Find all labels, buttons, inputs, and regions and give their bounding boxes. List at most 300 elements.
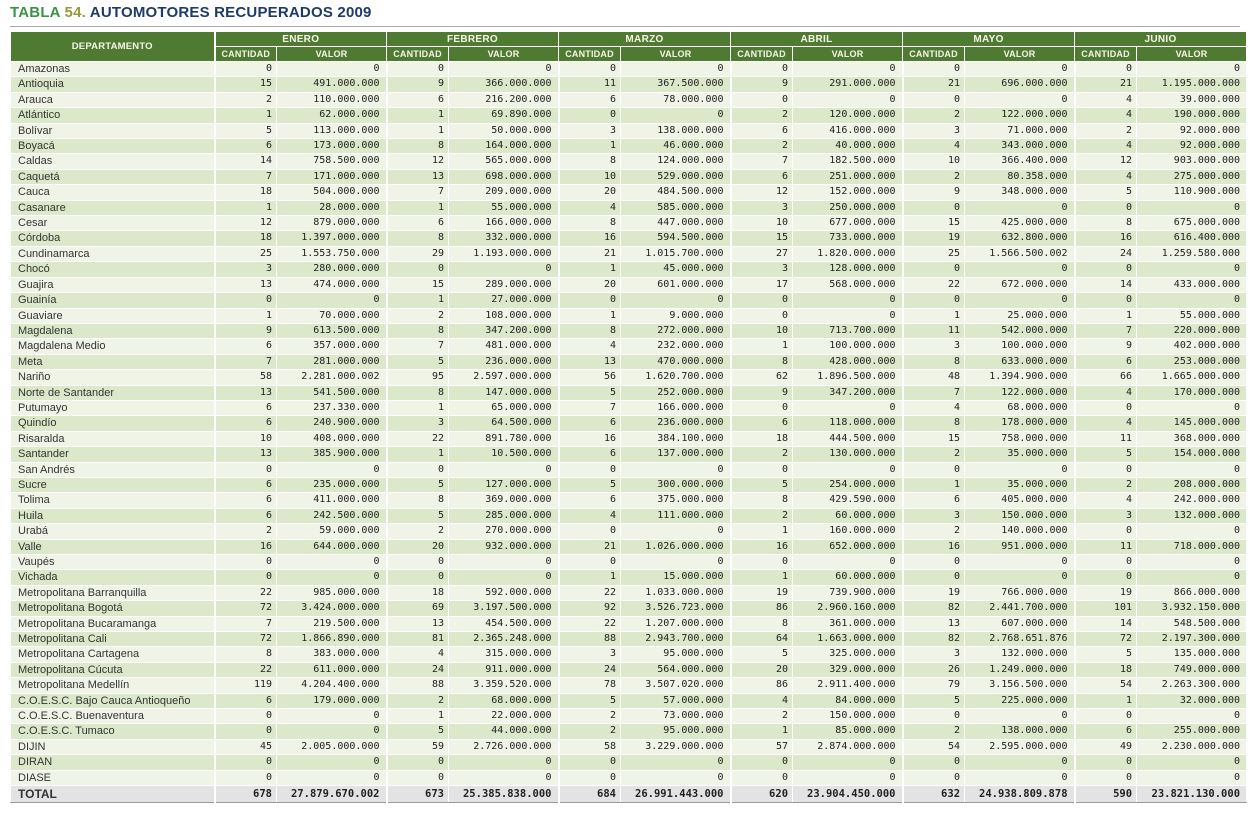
- cantidad-cell: 62: [731, 370, 793, 385]
- department-cell: Sucre: [11, 477, 215, 492]
- valor-header: VALOR: [621, 47, 731, 62]
- table-row: [11, 416, 1247, 431]
- cantidad-cell: 15: [731, 231, 793, 246]
- valor-cell: 0: [277, 462, 387, 477]
- cantidad-cell: 72: [215, 601, 277, 616]
- cantidad-cell: 1: [387, 108, 449, 123]
- cantidad-cell: 14: [215, 154, 277, 169]
- cantidad-cell: 9: [387, 77, 449, 92]
- cantidad-cell: 3: [215, 262, 277, 277]
- cantidad-cell: 8: [387, 493, 449, 508]
- valor-cell: 1.259.580.000: [1137, 246, 1247, 261]
- cantidad-cell: 25: [215, 246, 277, 261]
- cantidad-cell: 9: [1075, 339, 1137, 354]
- valor-cell: 120.000.000: [793, 108, 903, 123]
- department-cell: Putumayo: [11, 400, 215, 415]
- valor-cell: 454.500.000: [449, 616, 559, 631]
- cantidad-cell: 8: [559, 323, 621, 338]
- valor-cell: 696.000.000: [965, 77, 1075, 92]
- cantidad-cell: 13: [903, 616, 965, 631]
- cantidad-cell: 86: [731, 678, 793, 693]
- valor-cell: 27.000.000: [449, 293, 559, 308]
- cantidad-cell: 6: [215, 416, 277, 431]
- cantidad-cell: 0: [387, 62, 449, 77]
- valor-cell: 39.000.000: [1137, 92, 1247, 107]
- table-row: [11, 724, 1247, 739]
- department-cell: Boyacá: [11, 139, 215, 154]
- department-cell: C.O.E.S.C. Tumaco: [11, 724, 215, 739]
- valor-cell: 80.358.000: [965, 169, 1075, 184]
- cantidad-cell: 1: [215, 108, 277, 123]
- valor-cell: 73.000.000: [621, 709, 731, 724]
- cantidad-cell: 18: [1075, 662, 1137, 677]
- cantidad-cell: 82: [903, 632, 965, 647]
- cantidad-cell: 22: [559, 585, 621, 600]
- cantidad-cell: 24: [559, 662, 621, 677]
- valor-cell: 291.000.000: [793, 77, 903, 92]
- valor-cell: 718.000.000: [1137, 539, 1247, 554]
- cantidad-cell: 81: [387, 632, 449, 647]
- cantidad-cell: 12: [1075, 154, 1137, 169]
- valor-cell: 300.000.000: [621, 477, 731, 492]
- valor-cell: 368.000.000: [1137, 431, 1247, 446]
- cantidad-cell: 79: [903, 678, 965, 693]
- valor-cell: 178.000.000: [965, 416, 1075, 431]
- cantidad-cell: 8: [387, 139, 449, 154]
- valor-cell: 347.200.000: [449, 323, 559, 338]
- department-cell: C.O.E.S.C. Buenaventura: [11, 709, 215, 724]
- valor-cell: 0: [1137, 462, 1247, 477]
- cantidad-cell: 21: [559, 246, 621, 261]
- cantidad-cell: 0: [559, 770, 621, 785]
- cantidad-cell: 0: [559, 755, 621, 770]
- valor-cell: 84.000.000: [793, 693, 903, 708]
- cantidad-cell: 11: [1075, 539, 1137, 554]
- table-row: [11, 385, 1247, 400]
- department-cell: Valle: [11, 539, 215, 554]
- cantidad-cell: 0: [387, 555, 449, 570]
- cantidad-cell: 2: [387, 524, 449, 539]
- valor-cell: 150.000.000: [965, 508, 1075, 523]
- department-cell: San Andrés: [11, 462, 215, 477]
- cantidad-cell: 11: [559, 77, 621, 92]
- cantidad-cell: 6: [559, 416, 621, 431]
- total-cantidad-cell: 673: [387, 786, 449, 803]
- valor-cell: 35.000.000: [965, 477, 1075, 492]
- valor-cell: 564.000.000: [621, 662, 731, 677]
- cantidad-cell: 7: [387, 185, 449, 200]
- cantidad-cell: 9: [215, 323, 277, 338]
- valor-cell: 0: [1137, 709, 1247, 724]
- cantidad-cell: 27: [731, 246, 793, 261]
- valor-cell: 739.900.000: [793, 585, 903, 600]
- valor-cell: 0: [793, 755, 903, 770]
- valor-cell: 866.000.000: [1137, 585, 1247, 600]
- valor-cell: 713.700.000: [793, 323, 903, 338]
- department-cell: Cauca: [11, 185, 215, 200]
- cantidad-cell: 6: [215, 400, 277, 415]
- cantidad-cell: 5: [731, 647, 793, 662]
- cantidad-cell: 1: [559, 570, 621, 585]
- cantidad-cell: 7: [559, 400, 621, 415]
- header-row-months: [11, 32, 1247, 47]
- cantidad-cell: 0: [215, 770, 277, 785]
- valor-cell: 242.000.000: [1137, 493, 1247, 508]
- valor-cell: 0: [449, 555, 559, 570]
- cantidad-cell: 0: [215, 709, 277, 724]
- valor-cell: 0: [965, 92, 1075, 107]
- cantidad-cell: 0: [1075, 62, 1137, 77]
- total-valor-cell: 24.938.809.878: [965, 786, 1075, 803]
- cantidad-cell: 5: [387, 354, 449, 369]
- valor-cell: 0: [277, 555, 387, 570]
- valor-cell: 369.000.000: [449, 493, 559, 508]
- cantidad-cell: 5: [559, 477, 621, 492]
- cantidad-cell: 1: [731, 724, 793, 739]
- cantidad-cell: 88: [387, 678, 449, 693]
- valor-cell: 383.000.000: [277, 647, 387, 662]
- cantidad-cell: 13: [215, 385, 277, 400]
- cantidad-cell: 2: [903, 724, 965, 739]
- cantidad-cell: 3: [903, 647, 965, 662]
- valor-cell: 1.896.500.000: [793, 370, 903, 385]
- cantidad-cell: 14: [1075, 277, 1137, 292]
- cantidad-cell: 0: [903, 770, 965, 785]
- table-row: [11, 92, 1247, 107]
- cantidad-cell: 26: [903, 662, 965, 677]
- table-row: [11, 308, 1247, 323]
- cantidad-cell: 3: [1075, 508, 1137, 523]
- valor-cell: 236.000.000: [449, 354, 559, 369]
- total-valor-cell: 25.385.838.000: [449, 786, 559, 803]
- table-row: [11, 339, 1247, 354]
- valor-cell: 985.000.000: [277, 585, 387, 600]
- valor-cell: 113.000.000: [277, 123, 387, 138]
- valor-cell: 0: [621, 770, 731, 785]
- cantidad-cell: 13: [559, 354, 621, 369]
- valor-cell: 3.229.000.000: [621, 739, 731, 754]
- department-cell: Risaralda: [11, 431, 215, 446]
- cantidad-cell: 0: [215, 293, 277, 308]
- valor-cell: 405.000.000: [965, 493, 1075, 508]
- cantidad-cell: 1: [559, 262, 621, 277]
- table-foot: [11, 786, 1247, 803]
- valor-cell: 0: [965, 570, 1075, 585]
- cantidad-cell: 13: [387, 169, 449, 184]
- cantidad-cell: 0: [903, 62, 965, 77]
- cantidad-cell: 1: [1075, 308, 1137, 323]
- valor-cell: 2.597.000.000: [449, 370, 559, 385]
- department-cell: Metropolitana Cartagena: [11, 647, 215, 662]
- valor-cell: 325.000.000: [793, 647, 903, 662]
- cantidad-cell: 21: [1075, 77, 1137, 92]
- valor-cell: 150.000.000: [793, 709, 903, 724]
- valor-cell: 444.500.000: [793, 431, 903, 446]
- total-cantidad-cell: 678: [215, 786, 277, 803]
- cantidad-cell: 10: [731, 216, 793, 231]
- table-row: [11, 739, 1247, 754]
- valor-cell: 329.000.000: [793, 662, 903, 677]
- cantidad-cell: 0: [731, 308, 793, 323]
- cantidad-cell: 58: [215, 370, 277, 385]
- table-row: [11, 601, 1247, 616]
- department-cell: Magdalena Medio: [11, 339, 215, 354]
- cantidad-cell: 16: [559, 231, 621, 246]
- valor-cell: 677.000.000: [793, 216, 903, 231]
- cantidad-cell: 58: [559, 739, 621, 754]
- cantidad-cell: 5: [215, 123, 277, 138]
- table-row: [11, 447, 1247, 462]
- valor-cell: 127.000.000: [449, 477, 559, 492]
- valor-cell: 0: [449, 770, 559, 785]
- cantidad-cell: 5: [1075, 647, 1137, 662]
- valor-cell: 289.000.000: [449, 277, 559, 292]
- valor-cell: 135.000.000: [1137, 647, 1247, 662]
- cantidad-cell: 7: [215, 169, 277, 184]
- cantidad-cell: 6: [1075, 354, 1137, 369]
- month-header-marzo: MARZO: [559, 32, 731, 47]
- cantidad-cell: 5: [387, 508, 449, 523]
- table-row: [11, 370, 1247, 385]
- total-valor-cell: 27.879.670.002: [277, 786, 387, 803]
- cantidad-cell: 15: [903, 431, 965, 446]
- cantidad-cell: 72: [215, 632, 277, 647]
- total-valor-cell: 23.821.130.000: [1137, 786, 1247, 803]
- valor-cell: 225.000.000: [965, 693, 1075, 708]
- cantidad-cell: 1: [387, 123, 449, 138]
- cantidad-cell: 72: [1075, 632, 1137, 647]
- valor-cell: 0: [277, 293, 387, 308]
- cantidad-cell: 78: [559, 678, 621, 693]
- cantidad-cell: 0: [1075, 555, 1137, 570]
- cantidad-cell: 0: [731, 462, 793, 477]
- cantidad-cell: 69: [387, 601, 449, 616]
- valor-cell: 2.874.000.000: [793, 739, 903, 754]
- cantidad-cell: 1: [215, 200, 277, 215]
- valor-cell: 2.005.000.000: [277, 739, 387, 754]
- department-cell: Nariño: [11, 370, 215, 385]
- cantidad-cell: 24: [1075, 246, 1137, 261]
- valor-cell: 0: [965, 262, 1075, 277]
- cantidad-cell: 64: [731, 632, 793, 647]
- valor-cell: 132.000.000: [1137, 508, 1247, 523]
- cantidad-cell: 7: [1075, 323, 1137, 338]
- cantidad-cell: 6: [559, 447, 621, 462]
- cantidad-cell: 13: [387, 616, 449, 631]
- table-row: [11, 246, 1247, 261]
- cantidad-cell: 4: [387, 647, 449, 662]
- table-row: [11, 293, 1247, 308]
- valor-cell: 272.000.000: [621, 323, 731, 338]
- cantidad-cell: 4: [1075, 385, 1137, 400]
- department-cell: Metropolitana Bogotá: [11, 601, 215, 616]
- department-cell: C.O.E.S.C. Bajo Cauca Antioqueño: [11, 693, 215, 708]
- valor-cell: 951.000.000: [965, 539, 1075, 554]
- valor-cell: 190.000.000: [1137, 108, 1247, 123]
- valor-cell: 0: [1137, 524, 1247, 539]
- cantidad-cell: 0: [1075, 524, 1137, 539]
- cantidad-cell: 19: [903, 231, 965, 246]
- cantidad-cell: 2: [387, 693, 449, 708]
- valor-cell: 92.000.000: [1137, 123, 1247, 138]
- valor-cell: 3.197.500.000: [449, 601, 559, 616]
- department-cell: Arauca: [11, 92, 215, 107]
- table-row: [11, 400, 1247, 415]
- valor-cell: 0: [449, 755, 559, 770]
- cantidad-cell: 20: [559, 277, 621, 292]
- valor-cell: 0: [449, 570, 559, 585]
- valor-cell: 541.500.000: [277, 385, 387, 400]
- valor-cell: 548.500.000: [1137, 616, 1247, 631]
- valor-cell: 0: [621, 555, 731, 570]
- cantidad-cell: 2: [731, 508, 793, 523]
- valor-cell: 251.000.000: [793, 169, 903, 184]
- cantidad-cell: 1: [387, 447, 449, 462]
- cantidad-cell: 2: [731, 108, 793, 123]
- cantidad-cell: 2: [1075, 123, 1137, 138]
- table-row: [11, 493, 1247, 508]
- valor-cell: 2.230.000.000: [1137, 739, 1247, 754]
- department-cell: Cesar: [11, 216, 215, 231]
- valor-cell: 2.197.300.000: [1137, 632, 1247, 647]
- cantidad-cell: 20: [731, 662, 793, 677]
- cantidad-cell: 4: [1075, 92, 1137, 107]
- valor-cell: 568.000.000: [793, 277, 903, 292]
- valor-cell: 219.500.000: [277, 616, 387, 631]
- table-row: [11, 616, 1247, 631]
- cantidad-cell: 16: [731, 539, 793, 554]
- valor-cell: 152.000.000: [793, 185, 903, 200]
- cantidad-cell: 2: [903, 524, 965, 539]
- table-row: [11, 216, 1247, 231]
- valor-cell: 529.000.000: [621, 169, 731, 184]
- cantidad-cell: 13: [215, 447, 277, 462]
- cantidad-cell: 15: [903, 216, 965, 231]
- valor-cell: 932.000.000: [449, 539, 559, 554]
- valor-cell: 25.000.000: [965, 308, 1075, 323]
- cantidad-cell: 6: [215, 139, 277, 154]
- valor-cell: 0: [965, 770, 1075, 785]
- cantidad-cell: 59: [387, 739, 449, 754]
- department-cell: DIRAN: [11, 755, 215, 770]
- table-row: [11, 139, 1247, 154]
- valor-cell: 0: [793, 92, 903, 107]
- cantidad-cell: 1: [215, 308, 277, 323]
- department-cell: Metropolitana Cali: [11, 632, 215, 647]
- cantidad-cell: 5: [387, 477, 449, 492]
- valor-cell: 2.595.000.000: [965, 739, 1075, 754]
- valor-cell: 3.507.020.000: [621, 678, 731, 693]
- cantidad-cell: 8: [1075, 216, 1137, 231]
- cantidad-cell: 16: [559, 431, 621, 446]
- cantidad-cell: 1: [387, 293, 449, 308]
- cantidad-cell: 0: [559, 293, 621, 308]
- valor-cell: 100.000.000: [965, 339, 1075, 354]
- cantidad-cell: 9: [903, 185, 965, 200]
- month-header-abril: ABRIL: [731, 32, 903, 47]
- total-cantidad-cell: 620: [731, 786, 793, 803]
- cantidad-cell: 4: [1075, 169, 1137, 184]
- cantidad-header: CANTIDAD: [559, 47, 621, 62]
- cantidad-cell: 1: [387, 400, 449, 415]
- valor-cell: 3.526.723.000: [621, 601, 731, 616]
- department-header: DEPARTAMENTO: [11, 32, 215, 62]
- valor-cell: 122.000.000: [965, 385, 1075, 400]
- valor-cell: 216.200.000: [449, 92, 559, 107]
- valor-cell: 601.000.000: [621, 277, 731, 292]
- valor-cell: 361.000.000: [793, 616, 903, 631]
- cantidad-cell: 7: [215, 616, 277, 631]
- valor-cell: 108.000.000: [449, 308, 559, 323]
- department-cell: Huila: [11, 508, 215, 523]
- valor-cell: 160.000.000: [793, 524, 903, 539]
- valor-cell: 565.000.000: [449, 154, 559, 169]
- cantidad-cell: 2: [215, 524, 277, 539]
- valor-cell: 758.500.000: [277, 154, 387, 169]
- cantidad-cell: 16: [215, 539, 277, 554]
- valor-cell: 28.000.000: [277, 200, 387, 215]
- valor-cell: 140.000.000: [965, 524, 1075, 539]
- cantidad-cell: 0: [1075, 755, 1137, 770]
- cantidad-cell: 6: [903, 493, 965, 508]
- cantidad-cell: 0: [387, 770, 449, 785]
- valor-cell: 2.281.000.002: [277, 370, 387, 385]
- cantidad-cell: 6: [559, 493, 621, 508]
- cantidad-cell: 0: [215, 724, 277, 739]
- cantidad-cell: 9: [731, 77, 793, 92]
- valor-cell: 285.000.000: [449, 508, 559, 523]
- cantidad-cell: 2: [559, 709, 621, 724]
- cantidad-cell: 0: [731, 92, 793, 107]
- valor-cell: 484.500.000: [621, 185, 731, 200]
- valor-cell: 0: [1137, 262, 1247, 277]
- cantidad-cell: 0: [387, 262, 449, 277]
- valor-cell: 3.424.000.000: [277, 601, 387, 616]
- valor-cell: 879.000.000: [277, 216, 387, 231]
- valor-cell: 15.000.000: [621, 570, 731, 585]
- valor-cell: 0: [621, 293, 731, 308]
- valor-cell: 145.000.000: [1137, 416, 1247, 431]
- cantidad-cell: 3: [903, 339, 965, 354]
- department-cell: Amazonas: [11, 62, 215, 77]
- cantidad-cell: 18: [215, 231, 277, 246]
- valor-cell: 1.026.000.000: [621, 539, 731, 554]
- cantidad-cell: 4: [559, 508, 621, 523]
- title-table-word: TABLA: [10, 4, 61, 21]
- title-divider: [10, 26, 1240, 27]
- cantidad-cell: 1: [903, 477, 965, 492]
- cantidad-cell: 0: [903, 555, 965, 570]
- table-row: [11, 62, 1247, 77]
- cantidad-cell: 1: [731, 339, 793, 354]
- valor-header: VALOR: [277, 47, 387, 62]
- valor-cell: 171.000.000: [277, 169, 387, 184]
- table-row: [11, 462, 1247, 477]
- cantidad-cell: 21: [903, 77, 965, 92]
- cantidad-cell: 0: [387, 462, 449, 477]
- cantidad-header: CANTIDAD: [1075, 47, 1137, 62]
- valor-cell: 0: [621, 108, 731, 123]
- valor-cell: 332.000.000: [449, 231, 559, 246]
- cantidad-cell: 0: [731, 555, 793, 570]
- cantidad-cell: 29: [387, 246, 449, 261]
- valor-cell: 1.207.000.000: [621, 616, 731, 631]
- cantidad-cell: 0: [903, 462, 965, 477]
- cantidad-cell: 0: [1075, 400, 1137, 415]
- valor-cell: 0: [277, 724, 387, 739]
- valor-cell: 0: [965, 755, 1075, 770]
- cantidad-cell: 4: [731, 693, 793, 708]
